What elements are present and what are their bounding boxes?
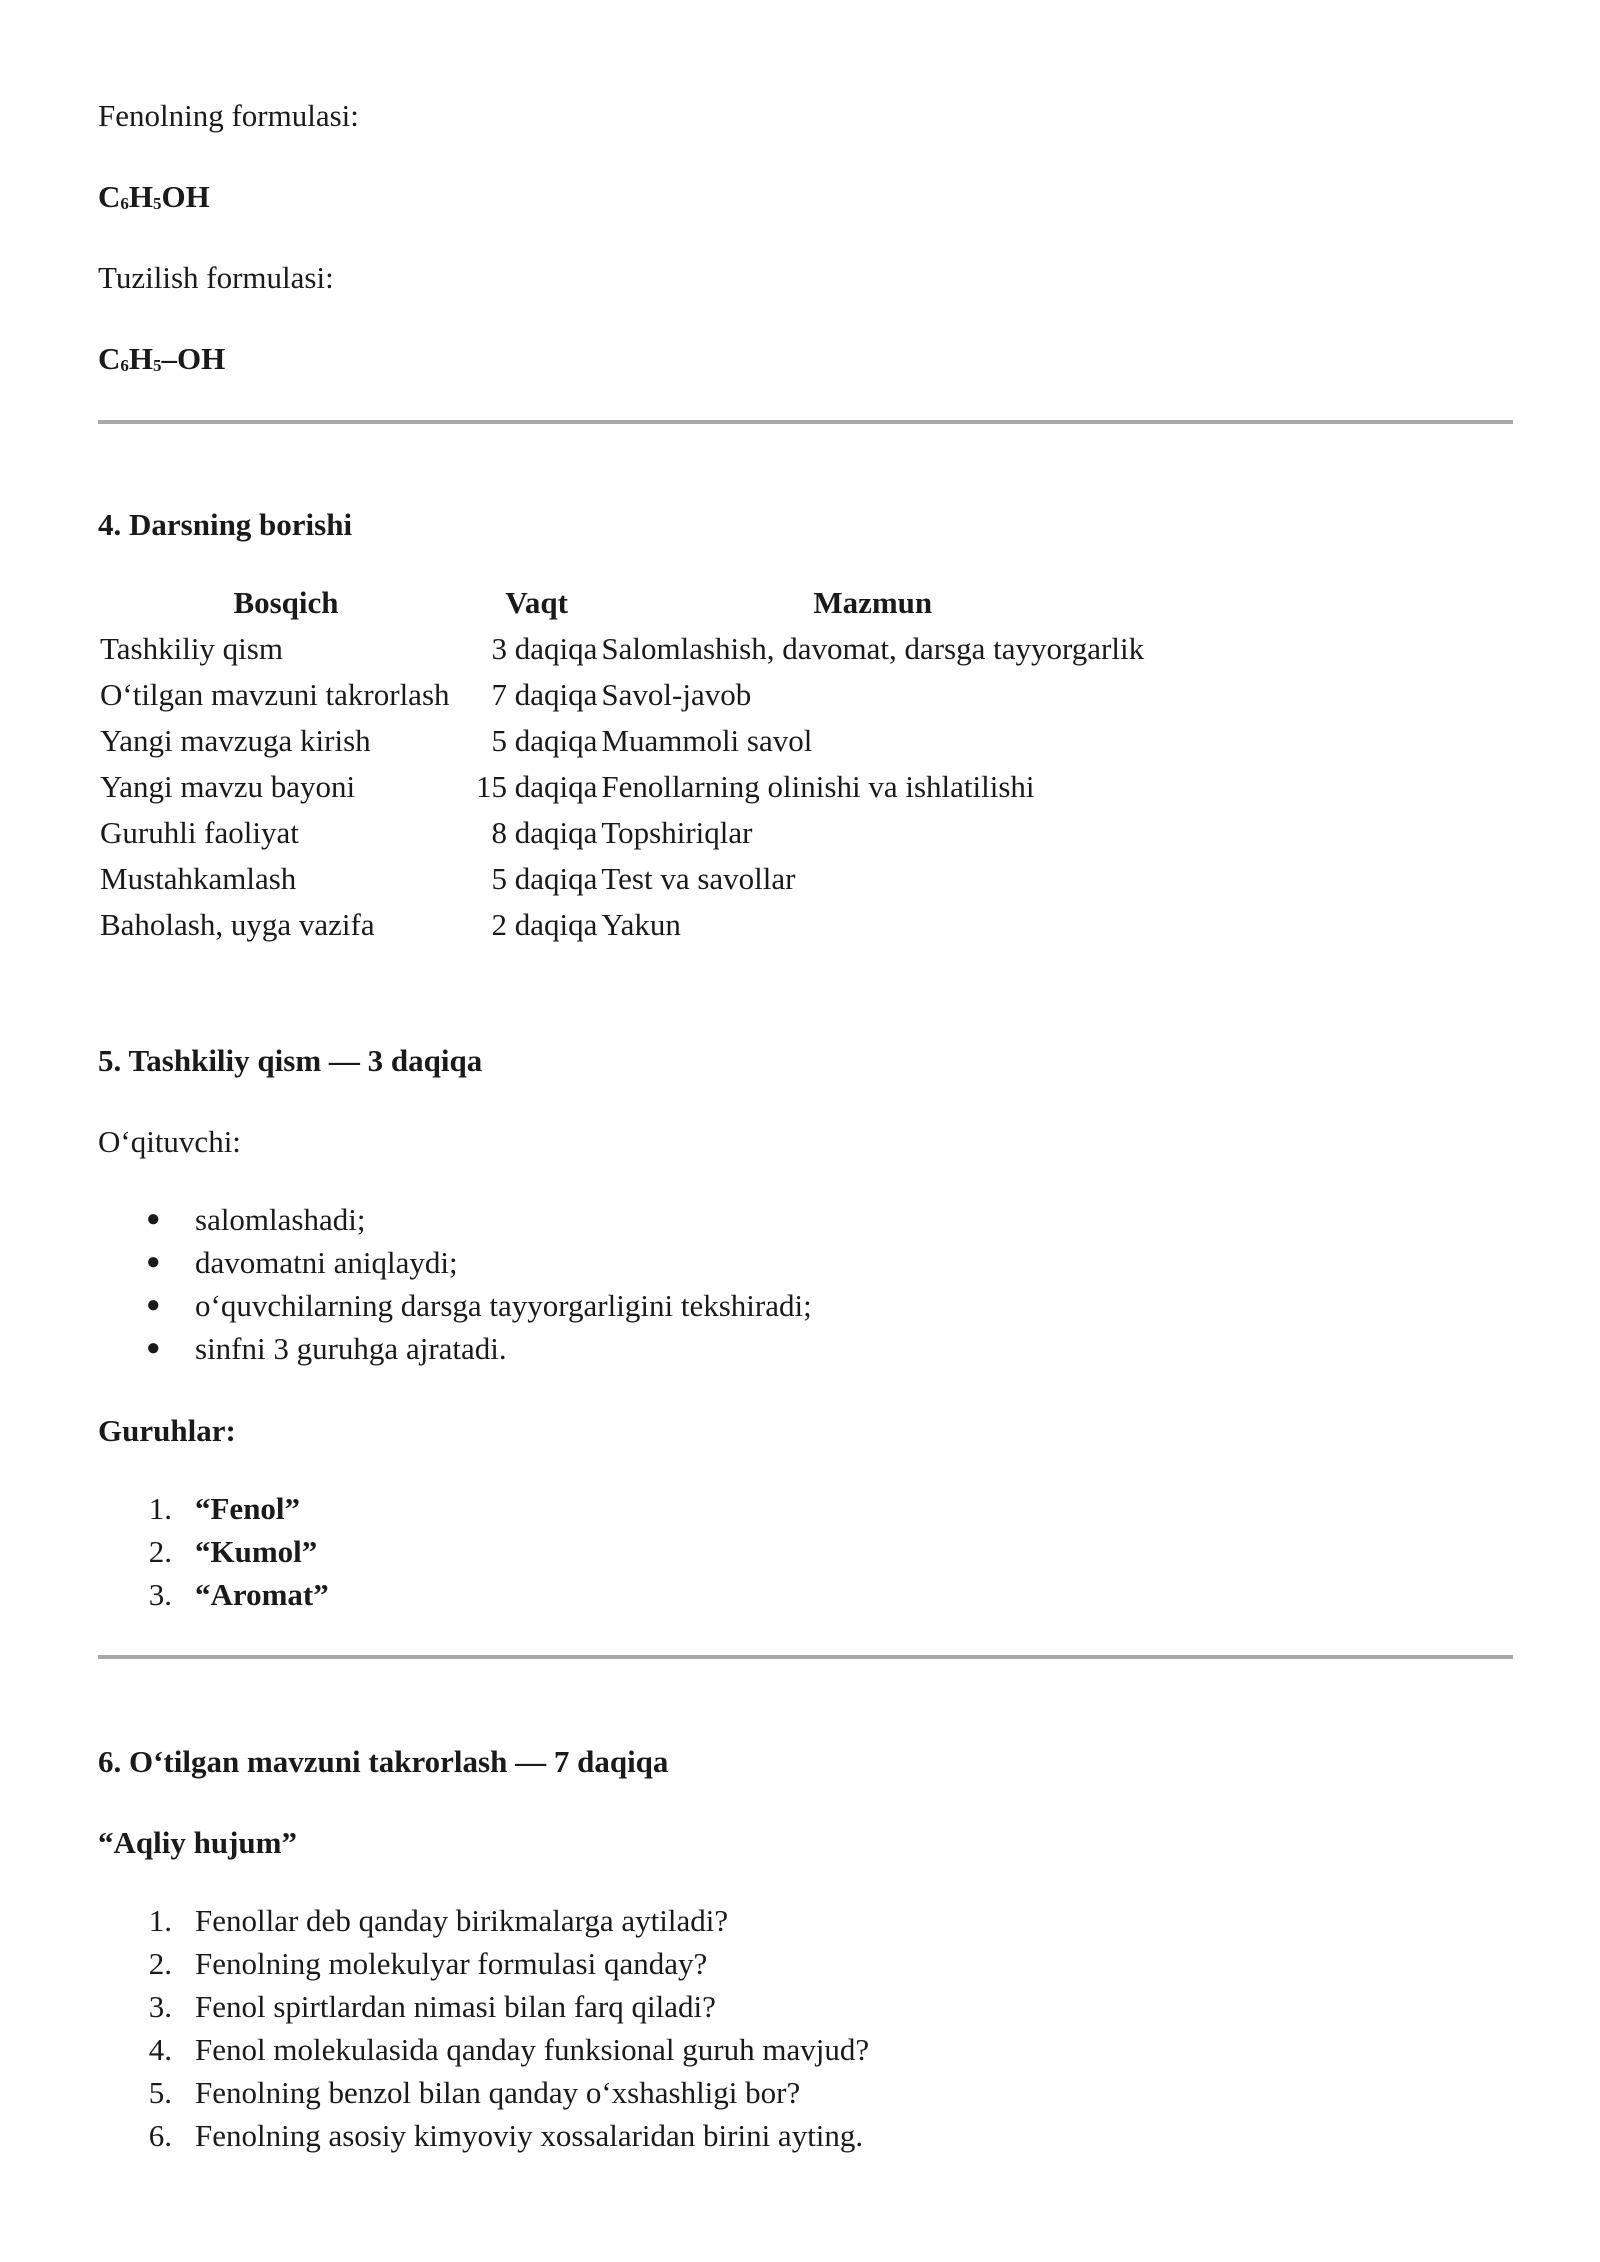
time-cell: 8 daqiqa (491, 815, 598, 850)
header-bosqich: Bosqich (233, 585, 339, 620)
list-number: 1. (148, 1491, 172, 1526)
molecular-formula (98, 177, 210, 217)
section-6-title: 6. O‘tilgan mavzuni takrorlash — 7 daqiqa (98, 1744, 669, 1779)
list-item (98, 1198, 812, 1241)
list-item (98, 1530, 329, 1573)
bullet-icon: ● (146, 1335, 161, 1361)
section-4-title: 4. Darsning borishi (98, 507, 353, 542)
divider (98, 420, 1513, 424)
divider (98, 1655, 1513, 1659)
bullet-icon: ● (146, 1249, 161, 1275)
time-cell: 15 daqiqa (476, 769, 598, 804)
formula-h: H (128, 341, 154, 376)
table-row (98, 672, 1146, 718)
lesson-plan-table (98, 580, 1146, 948)
formula-c: C (98, 179, 121, 214)
content-cell: Fenollarning olinishi va ishlatilishi (601, 769, 1035, 804)
time-cell: 7 daqiqa (491, 677, 598, 712)
questions-list (98, 1899, 869, 2157)
group-name: “Kumol” (195, 1534, 318, 1569)
content-cell: Muammoli savol (601, 723, 813, 758)
formula-intro: Fenolning formulasi: (98, 98, 359, 133)
bullet-icon: ● (146, 1292, 161, 1318)
formula-c-subscript: 6 (120, 194, 129, 213)
stage-cell: Mustahkamlash (100, 861, 297, 896)
list-item (98, 1284, 812, 1327)
question-text: Fenollar deb qanday birikmalarga aytiladi? (195, 1903, 729, 1938)
list-number: 2. (148, 1534, 172, 1569)
question-text: Fenolning benzol bilan qanday o‘xshashligi bor? (195, 2075, 801, 2110)
list-item (98, 1487, 329, 1530)
list-item (98, 2028, 869, 2071)
list-number: 6. (148, 2118, 172, 2153)
stage-cell: Yangi mavzu bayoni (100, 769, 356, 804)
stage-cell: Baholash, uyga vazifa (100, 907, 375, 942)
table-header-row (98, 580, 1146, 626)
header-vaqt: Vaqt (505, 585, 568, 620)
stage-cell: Guruhli faoliyat (100, 815, 299, 850)
bullet-icon: ● (146, 1206, 161, 1232)
stage-cell: O‘tilgan mavzuni takrorlash (100, 677, 450, 712)
list-item (98, 1573, 329, 1616)
formula-h-subscript: 5 (153, 356, 162, 375)
formula-tail: OH (161, 179, 210, 214)
list-item (98, 1899, 869, 1942)
question-text: Fenolning asosiy kimyoviy xossalaridan birini ayting. (195, 2118, 864, 2153)
formula-tail: –OH (161, 341, 226, 376)
formula-c: C (98, 341, 121, 376)
table-row (98, 856, 1146, 902)
list-number: 3. (148, 1989, 172, 2024)
list-item (98, 2071, 869, 2114)
list-item (98, 1985, 869, 2028)
list-item-text: davomatni aniqlaydi; (195, 1245, 458, 1280)
stage-cell: Yangi mavzuga kirish (100, 723, 371, 758)
list-number: 4. (148, 2032, 172, 2067)
list-number: 2. (148, 1946, 172, 1981)
list-item (98, 2114, 869, 2157)
list-item (98, 1327, 812, 1370)
table-row (98, 718, 1146, 764)
content-cell: Yakun (601, 907, 681, 942)
structural-formula (98, 339, 225, 379)
time-cell: 5 daqiqa (491, 861, 598, 896)
group-name: “Aromat” (195, 1577, 329, 1612)
teacher-label: O‘qituvchi: (98, 1124, 241, 1159)
list-number: 5. (148, 2075, 172, 2110)
table-row (98, 626, 1146, 672)
list-number: 3. (148, 1577, 172, 1612)
formula-h: H (128, 179, 154, 214)
time-cell: 3 daqiqa (491, 631, 598, 666)
stage-cell: Tashkiliy qism (100, 631, 283, 666)
group-name: “Fenol” (195, 1491, 301, 1526)
list-item (98, 1241, 812, 1284)
groups-label: Guruhlar: (98, 1413, 236, 1448)
section-5-title: 5. Tashkiliy qism — 3 daqiqa (98, 1043, 483, 1078)
list-item-text: sinfni 3 guruhga ajratadi. (195, 1331, 507, 1366)
list-item-text: o‘quvchilarning darsga tayyorgarligini tekshiradi; (195, 1288, 812, 1323)
table-row (98, 764, 1146, 810)
groups-list (98, 1487, 329, 1616)
content-cell: Topshiriqlar (601, 815, 753, 850)
question-text: Fenol molekulasida qanday funksional guruh mavjud? (195, 2032, 870, 2067)
content-cell: Test va savollar (601, 861, 796, 896)
content-cell: Savol-javob (601, 677, 752, 712)
time-cell: 5 daqiqa (491, 723, 598, 758)
question-text: Fenol spirtlardan nimasi bilan farq qiladi? (195, 1989, 716, 2024)
table-row (98, 810, 1146, 856)
list-item-text: salomlashadi; (195, 1202, 366, 1237)
time-cell: 2 daqiqa (491, 907, 598, 942)
structural-intro: Tuzilish formulasi: (98, 260, 334, 295)
content-cell: Salomlashish, davomat, darsga tayyorgarlik (601, 631, 1145, 666)
question-text: Fenolning molekulyar formulasi qanday? (195, 1946, 708, 1981)
teacher-actions-list (98, 1198, 812, 1370)
table-row (98, 902, 1146, 948)
list-item (98, 1942, 869, 1985)
formula-c-subscript: 6 (120, 356, 129, 375)
header-mazmun: Mazmun (813, 585, 933, 620)
formula-h-subscript: 5 (153, 194, 162, 213)
list-number: 1. (148, 1903, 172, 1938)
method-title: “Aqliy hujum” (98, 1825, 297, 1860)
